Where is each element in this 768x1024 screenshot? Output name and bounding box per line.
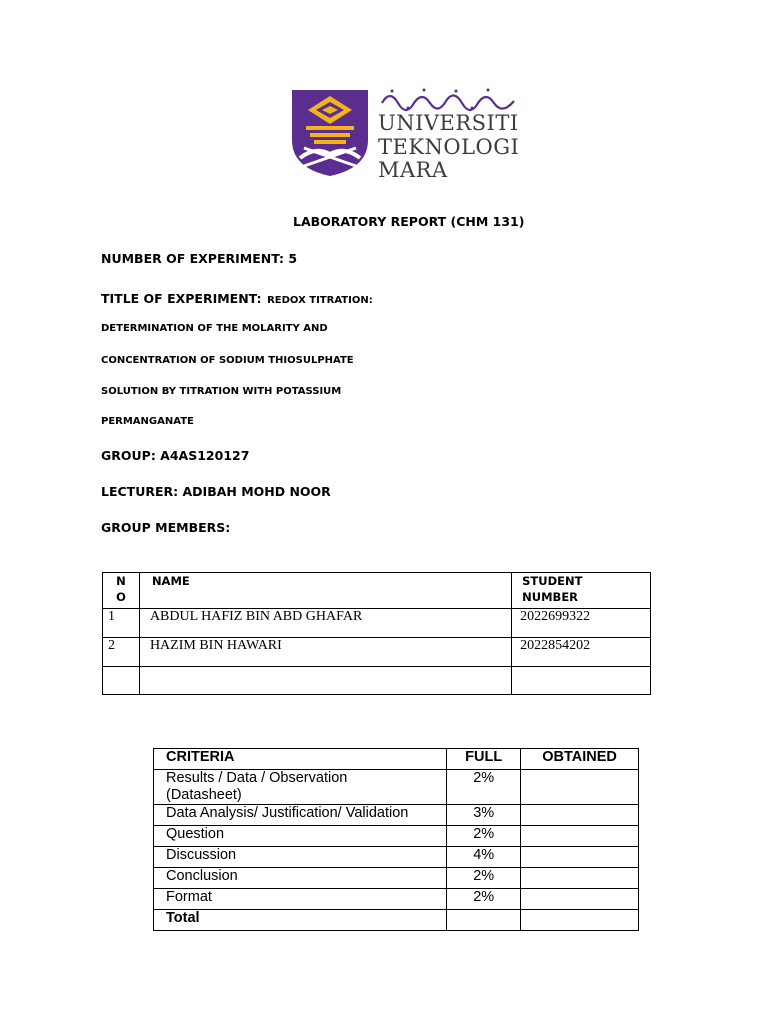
total-label: Total <box>154 910 447 931</box>
criteria-header-row <box>154 749 639 770</box>
lecturer-name: LECTURER: ADIBAH MOHD NOOR <box>101 484 331 499</box>
header-criteria: CRITERIA <box>154 749 447 770</box>
criteria-obtained <box>521 847 639 868</box>
experiment-title-line: CONCENTRATION OF SODIUM THIOSULPHATE <box>101 355 354 366</box>
criteria-name: Data Analysis/ Justification/ Validation <box>154 805 447 826</box>
row-name: HAZIM BIN HAWARI <box>139 638 511 667</box>
total-full <box>447 910 521 931</box>
criteria-full: 3% <box>447 805 521 826</box>
experiment-title-label: TITLE OF EXPERIMENT: <box>101 291 262 306</box>
criteria-row <box>154 805 639 826</box>
criteria-name: Format <box>154 889 447 910</box>
row-no: 1 <box>103 609 140 638</box>
experiment-title-first: REDOX TITRATION: <box>267 295 373 306</box>
report-title: LABORATORY REPORT (CHM 131) <box>293 214 525 229</box>
criteria-name-line2: (Datasheet) <box>166 787 242 803</box>
row-student-number <box>512 667 651 695</box>
criteria-row <box>154 889 639 910</box>
criteria-full: 2% <box>447 770 521 805</box>
total-obtained <box>521 910 639 931</box>
header-student-line2: NUMBER <box>522 590 579 604</box>
experiment-number: NUMBER OF EXPERIMENT: 5 <box>101 251 298 266</box>
criteria-name <box>154 770 447 805</box>
criteria-row <box>154 868 639 889</box>
experiment-title-line: DETERMINATION OF THE MOLARITY AND <box>101 323 328 334</box>
header-no <box>103 573 140 609</box>
assessment-criteria-table <box>153 748 639 931</box>
table-row <box>103 638 651 667</box>
table-row <box>103 667 651 695</box>
logo-line-teknologi: TEKNOLOGI <box>378 135 520 159</box>
row-student-number: 2022699322 <box>512 609 651 638</box>
header-obtained: OBTAINED <box>521 749 639 770</box>
row-student-number: 2022854202 <box>512 638 651 667</box>
criteria-obtained <box>521 868 639 889</box>
university-crest-icon <box>290 88 370 178</box>
criteria-obtained <box>521 770 639 805</box>
logo-line-universiti: UNIVERSITI <box>378 111 519 135</box>
header-student-number <box>512 573 651 609</box>
group-members-label: GROUP MEMBERS: <box>101 520 231 535</box>
jawi-script-name <box>378 85 518 111</box>
header-no-line2: O <box>116 590 126 604</box>
experiment-title-line: PERMANGANATE <box>101 416 194 427</box>
criteria-obtained <box>521 805 639 826</box>
jawi-script-icon <box>378 85 518 111</box>
criteria-full: 2% <box>447 889 521 910</box>
row-no: 2 <box>103 638 140 667</box>
criteria-name: Question <box>154 826 447 847</box>
criteria-full: 2% <box>447 868 521 889</box>
group-members-table <box>102 572 651 695</box>
criteria-name-line1: Results / Data / Observation <box>166 770 348 786</box>
row-name <box>139 667 511 695</box>
row-name: ABDUL HAFIZ BIN ABD GHAFAR <box>139 609 511 638</box>
header-full: FULL <box>447 749 521 770</box>
logo-line-mara: MARA <box>378 158 448 182</box>
university-logo <box>290 85 520 180</box>
criteria-obtained <box>521 889 639 910</box>
experiment-title-line: SOLUTION BY TITRATION WITH POTASSIUM <box>101 386 342 397</box>
criteria-obtained <box>521 826 639 847</box>
criteria-row <box>154 847 639 868</box>
table-row <box>103 609 651 638</box>
criteria-name: Discussion <box>154 847 447 868</box>
criteria-full: 4% <box>447 847 521 868</box>
criteria-row <box>154 770 639 805</box>
criteria-row <box>154 826 639 847</box>
criteria-full: 2% <box>447 826 521 847</box>
criteria-total-row <box>154 910 639 931</box>
table-header-row <box>103 573 651 609</box>
header-student-line1: STUDENT <box>522 574 583 588</box>
row-no <box>103 667 140 695</box>
group-code: GROUP: A4AS120127 <box>101 448 250 463</box>
header-name: NAME <box>139 573 511 609</box>
header-no-line1: N <box>116 574 126 588</box>
criteria-name: Conclusion <box>154 868 447 889</box>
experiment-title <box>101 290 373 306</box>
